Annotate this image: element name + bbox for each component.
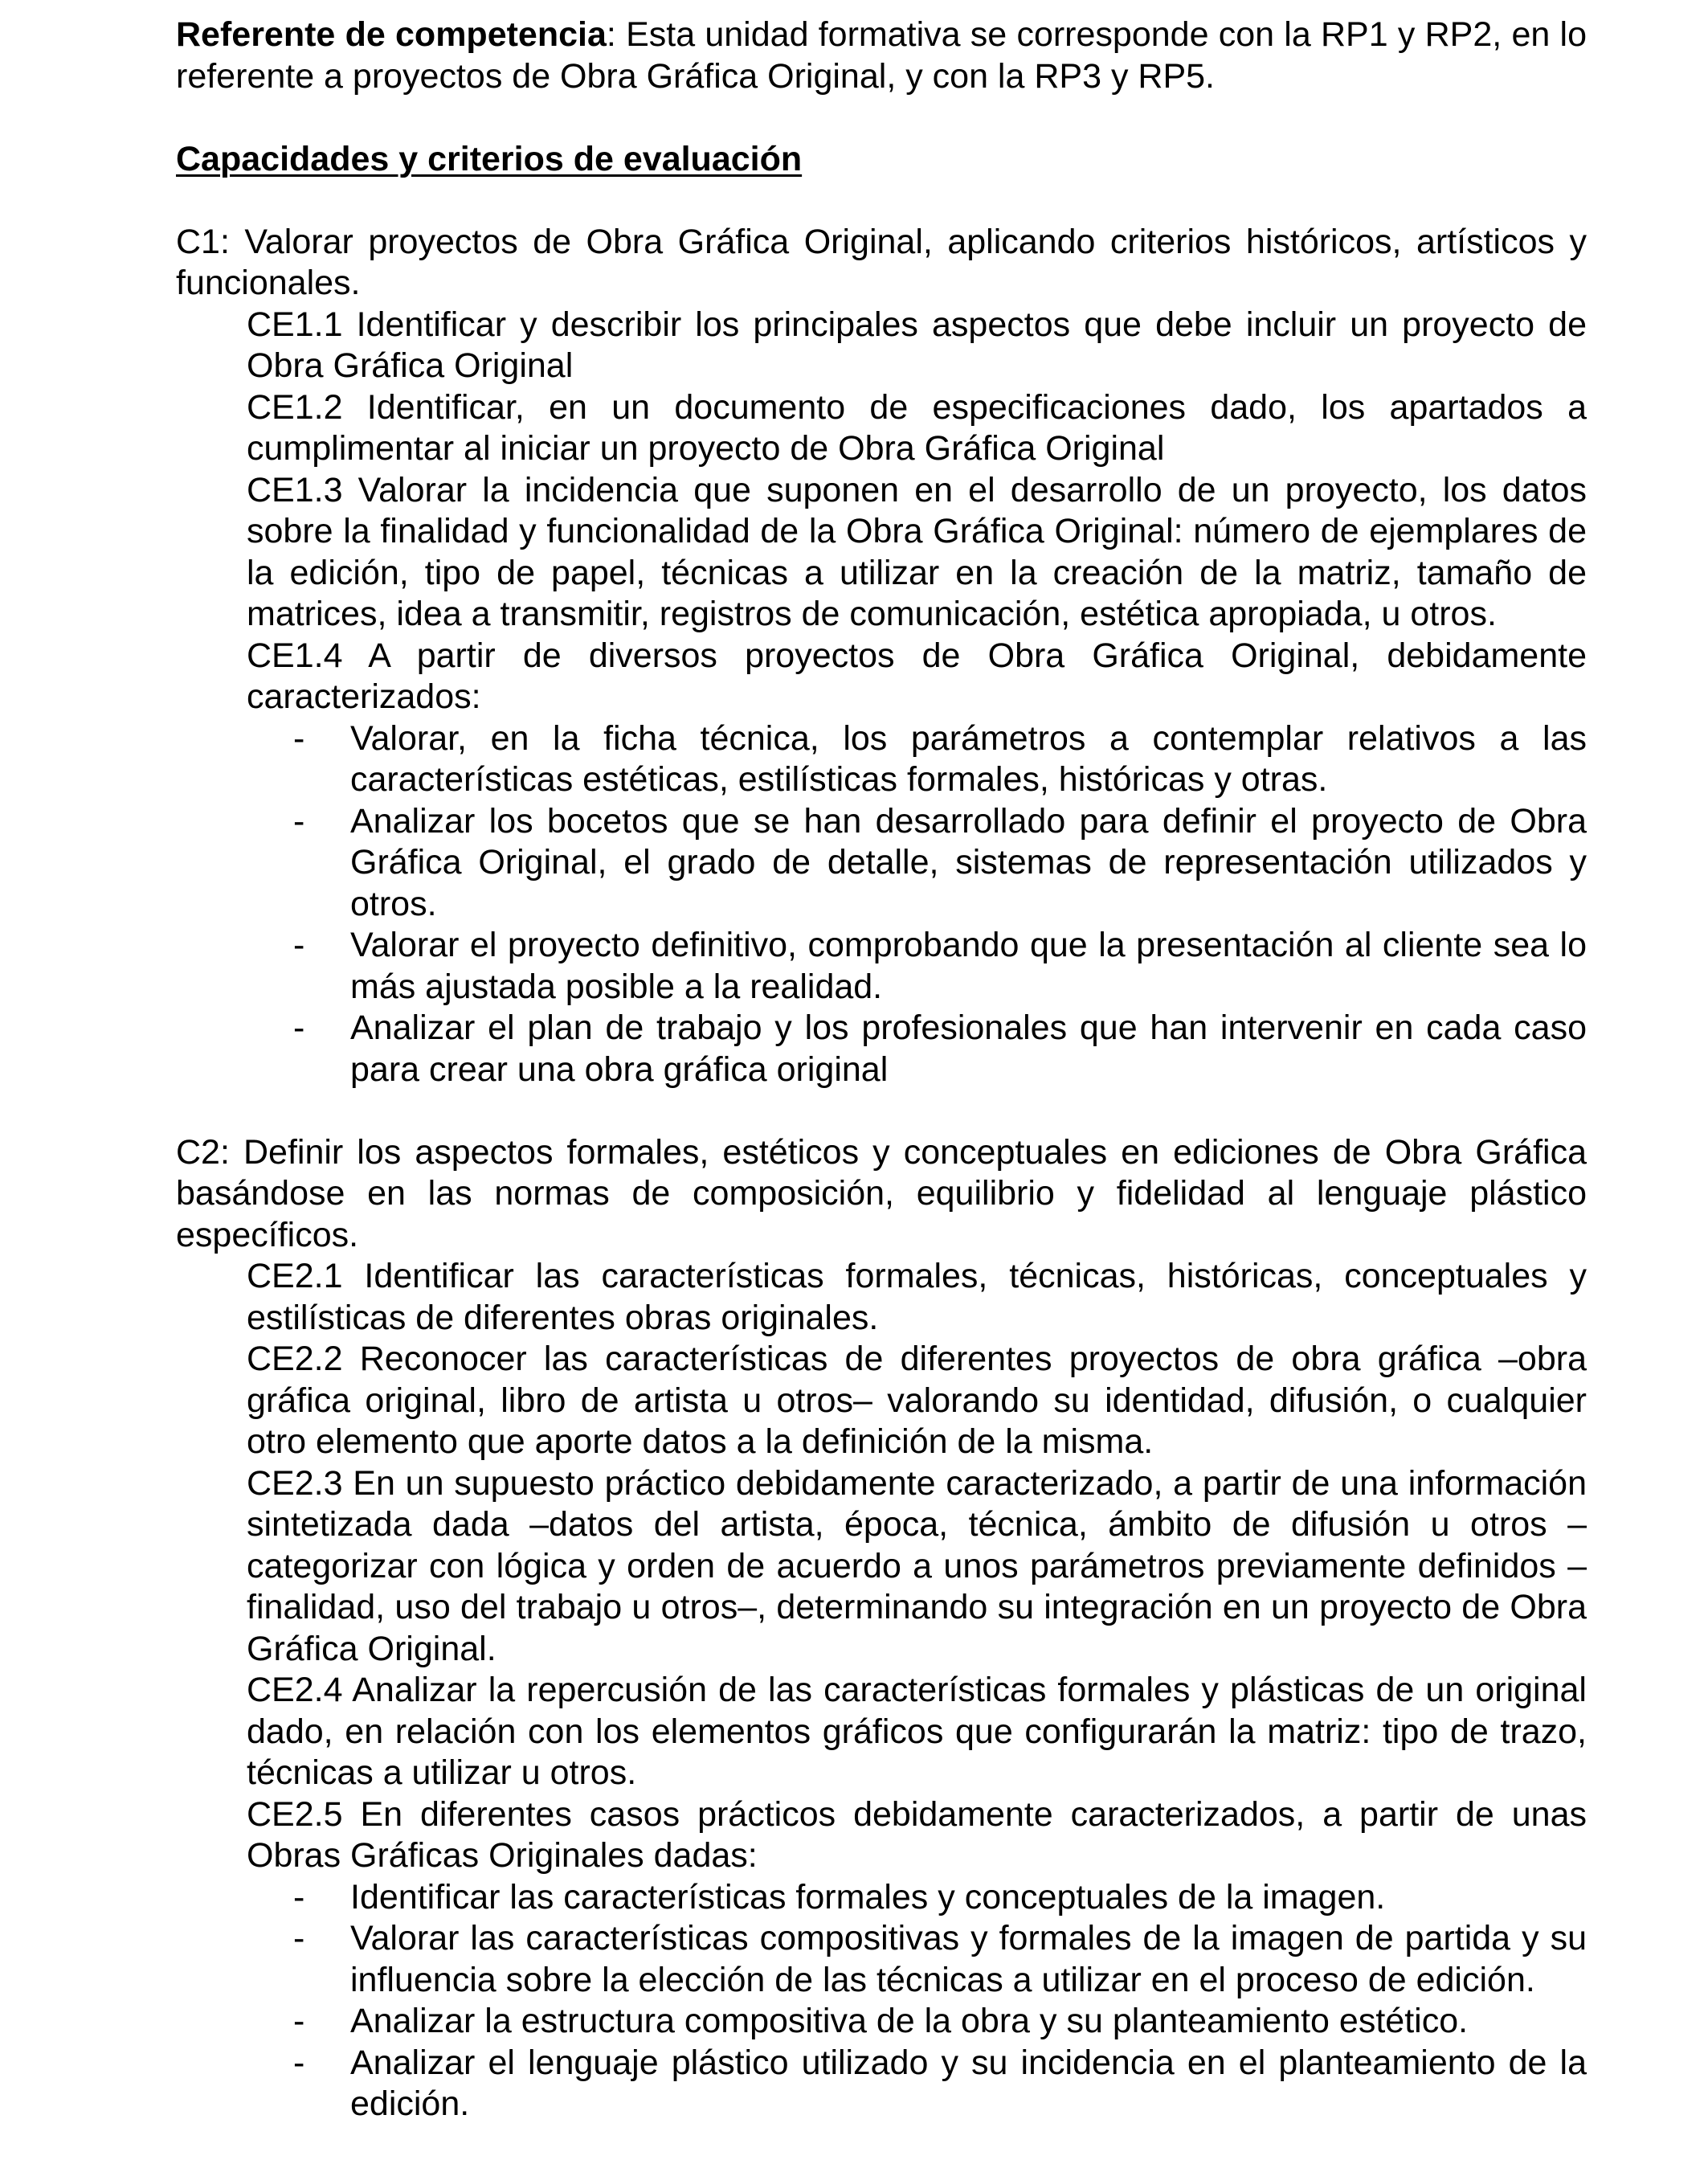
list-item-text: Identificar las características formales y conceptuales de la imagen. xyxy=(350,1877,1386,1917)
ce1-4-list xyxy=(176,718,1587,1091)
spacer xyxy=(176,1090,1587,1132)
criterion-ce2-3: CE2.3 En un supuesto práctico debidamente caracterizado, a partir de una información sintetizada dada –datos del artista, época, técnica, ámbito de difusión u otros – categorizar con lógica y orden de acuerdo a unos parámetros previamente definidos –finalidad, uso del trabajo u otros–, determinando su integración en un proyecto de Obra Gráfica Original. xyxy=(247,1463,1587,1668)
bullet-dash: - xyxy=(293,1877,305,1917)
spacer xyxy=(176,180,1587,222)
referente-paragraph xyxy=(176,14,1587,97)
list-item xyxy=(293,1008,1587,1090)
list-item-text: Analizar el lenguaje plástico utilizado y su incidencia en el planteamiento de la edición. xyxy=(350,2043,1587,2123)
spacer xyxy=(176,97,1587,139)
bullet-dash: - xyxy=(293,1919,305,1957)
list-item-text: Analizar la estructura compositiva de la obra y su planteamiento estético. xyxy=(350,2002,1469,2040)
list-item-text: Valorar las características compositivas y formales de la imagen de partida y su influencia sobre la elección de las técnicas a utilizar en el proceso de edición. xyxy=(350,1919,1587,1999)
list-item-text: Analizar los bocetos que se han desarrollado para definir el proyecto de Obra Gráfica Original, el grado de detalle, sistemas de representación utilizados y otros. xyxy=(350,801,1587,923)
bullet-dash: - xyxy=(293,2002,305,2040)
criterion-ce2-2: CE2.2 Reconocer las características de diferentes proyectos de obra gráfica –obra gráfica original, libro de artista u otros– valorando su identidad, difusión, o cualquier otro elemento que aporte datos a la definición de la misma. xyxy=(247,1340,1587,1461)
bullet-dash: - xyxy=(293,718,305,758)
list-item xyxy=(293,1877,1587,1919)
list-item xyxy=(293,801,1587,926)
list-item xyxy=(293,1918,1587,2001)
list-item-text: Valorar, en la ficha técnica, los parámetros a contemplar relativos a las características estéticas, estilísticas formales, históricas y otras. xyxy=(350,718,1587,799)
section-heading: Capacidades y criterios de evaluación xyxy=(176,139,803,178)
list-item xyxy=(293,2043,1587,2125)
ce2-5-list xyxy=(176,1877,1587,2125)
list-item-text: Analizar el plan de trabajo y los profesionales que han intervenir en cada caso para crear una obra gráfica original xyxy=(350,1008,1587,1089)
criterion-ce2-5: CE2.5 En diferentes casos prácticos debidamente caracterizados, a partir de unas Obras Gráficas Originales dadas: xyxy=(247,1794,1587,1875)
criterion-ce1-1: CE1.1 Identificar y describir los principales aspectos que debe incluir un proyecto de Obra Gráfica Original xyxy=(247,305,1587,385)
bullet-dash: - xyxy=(293,1008,305,1047)
criterion-ce1-4: CE1.4 A partir de diversos proyectos de Obra Gráfica Original, debidamente caracterizados: xyxy=(247,636,1587,716)
bullet-dash: - xyxy=(293,801,305,841)
bullet-dash: - xyxy=(293,926,305,964)
document-page xyxy=(176,14,1587,2125)
capacity-c2: C2: Definir los aspectos formales, estéticos y conceptuales en ediciones de Obra Gráfica basándose en las normas de composición, equilibrio y fidelidad al lenguaje plástico específicos. xyxy=(176,1132,1587,1254)
list-item xyxy=(293,2001,1587,2043)
referente-text: : Esta unidad formativa se corresponde con la RP1 y RP2, en lo referente a proyectos de Obra Gráfica Original, y con la RP3 y RP5. xyxy=(176,15,1587,96)
list-item xyxy=(293,925,1587,1008)
list-item xyxy=(293,718,1587,801)
bullet-dash: - xyxy=(293,2043,305,2082)
criterion-ce2-4: CE2.4 Analizar la repercusión de las características formales y plásticas de un original dado, en relación con los elementos gráficos que configurarán la matriz: tipo de trazo, técnicas a utilizar u otros. xyxy=(247,1671,1587,1792)
criterion-ce2-1: CE2.1 Identificar las características formales, técnicas, históricas, conceptuales y estilísticas de diferentes obras originales. xyxy=(247,1257,1587,1337)
referente-label: Referente de competencia xyxy=(176,15,607,54)
criterion-ce1-3: CE1.3 Valorar la incidencia que suponen en el desarrollo de un proyecto, los datos sobre la finalidad y funcionalidad de la Obra Gráfica Original: número de ejemplares de la edición, tipo de papel, técnicas a utilizar en la creación de la matriz, tamaño de matrices, idea a transmitir, registros de comunicación, estética apropiada, u otros. xyxy=(247,470,1587,633)
criterion-ce1-2: CE1.2 Identificar, en un documento de especificaciones dado, los apartados a cumplimentar al iniciar un proyecto de Obra Gráfica Original xyxy=(247,387,1587,468)
capacity-c1: C1: Valorar proyectos de Obra Gráfica Original, aplicando criterios históricos, artísticos y funcionales. xyxy=(176,222,1587,302)
list-item-text: Valorar el proyecto definitivo, comprobando que la presentación al cliente sea lo más ajustada posible a la realidad. xyxy=(350,926,1587,1006)
